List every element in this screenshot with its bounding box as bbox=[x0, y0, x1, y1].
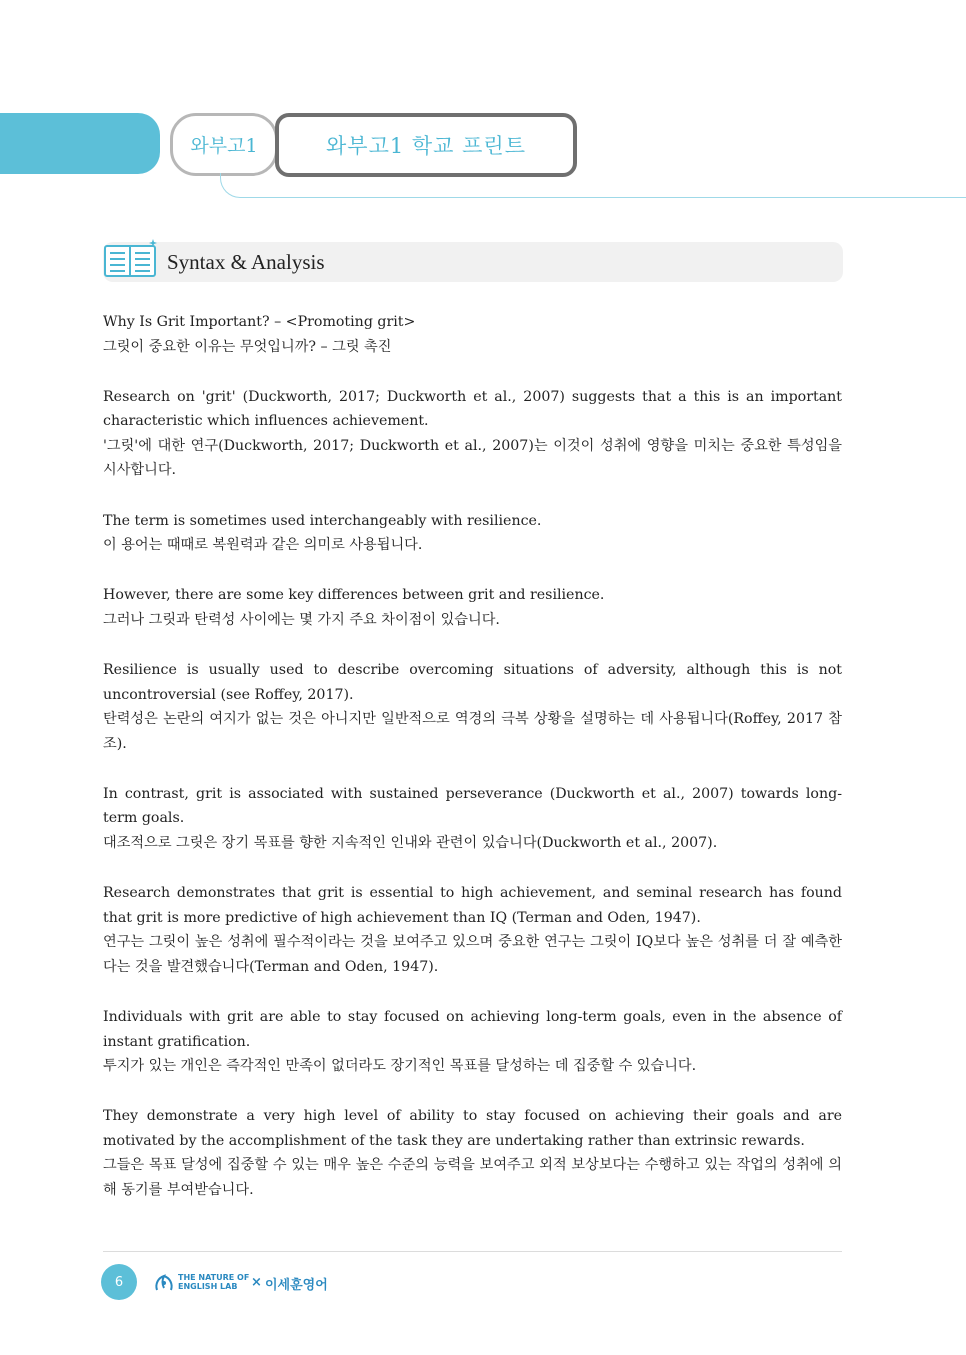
footer-divider bbox=[103, 1251, 842, 1252]
nature-lab-logo-icon bbox=[153, 1272, 175, 1294]
paragraph bbox=[103, 583, 842, 632]
english-sentence: Resilience is usually used to describe overcoming situations of adversity, although this is not uncontroversial (see Roffey, 2017). bbox=[103, 661, 842, 703]
header-accent-bar bbox=[0, 113, 160, 174]
logo-separator: × bbox=[251, 1275, 262, 1290]
paragraph bbox=[103, 310, 842, 359]
korean-translation: 투지가 있는 개인은 즉각적인 만족이 없더라도 장기적인 목표를 달성하는 데 집중할 수 있습니다. bbox=[103, 1058, 697, 1075]
english-sentence: The term is sometimes used interchangeably with resilience. bbox=[103, 512, 542, 529]
paragraph bbox=[103, 509, 842, 558]
logo-line-2: ENGLISH LAB bbox=[178, 1282, 238, 1291]
school-badge bbox=[170, 113, 278, 176]
paragraph bbox=[103, 782, 842, 856]
paragraph bbox=[103, 658, 842, 756]
paragraph bbox=[103, 881, 842, 979]
korean-translation: 그릿이 중요한 이유는 무엇입니까? – 그릿 촉진 bbox=[103, 338, 392, 355]
english-sentence: Research on 'grit' (Duckworth, 2017; Duckworth et al., 2007) suggests that a this is an important characteristic which influences achievement. bbox=[103, 388, 842, 430]
english-sentence: Why Is Grit Important? – <Promoting grit> bbox=[103, 314, 416, 330]
paragraph bbox=[103, 1104, 842, 1202]
page-number: 6 bbox=[114, 1274, 124, 1290]
page-number-badge bbox=[101, 1264, 137, 1300]
partner-logo-text: 이세훈영어 bbox=[265, 1278, 328, 1293]
english-sentence: In contrast, grit is associated with sustained perseverance (Duckworth et al., 2007) towards long-term goals. bbox=[103, 785, 842, 827]
open-book-icon bbox=[103, 238, 159, 278]
korean-translation: 이 용어는 때때로 복원력과 같은 의미로 사용됩니다. bbox=[103, 537, 423, 554]
korean-translation: 탄력성은 논란의 여지가 없는 것은 아니지만 일반적으로 역경의 극복 상황을 설명하는 데 사용됩니다(Roffey, 2017 참조). bbox=[103, 711, 842, 752]
header-divider-line bbox=[220, 173, 966, 198]
english-sentence: However, there are some key differences between grit and resilience. bbox=[103, 587, 605, 604]
korean-translation: 그들은 목표 달성에 집중할 수 있는 매우 높은 수준의 능력을 보여주고 외적 보상보다는 수행하고 있는 작업의 성취에 의해 동기를 부여받습니다. bbox=[103, 1157, 842, 1199]
korean-translation: 연구는 그릿이 높은 성취에 필수적이라는 것을 보여주고 있으며 중요한 연구는 그릿이 IQ보다 높은 성취를 더 잘 예측한다는 것을 발견했습니다(Terman and Oden, 1947). bbox=[103, 934, 842, 975]
nature-lab-logo-text bbox=[178, 1273, 249, 1291]
english-sentence: Research demonstrates that grit is essential to high achievement, and seminal research has found that grit is more predictive of high achievement than IQ (Terman and Oden, 1947). bbox=[103, 885, 842, 926]
section-title: Syntax & Analysis bbox=[167, 250, 325, 274]
logo-line-1: THE NATURE OF bbox=[178, 1273, 250, 1282]
english-sentence: They demonstrate a very high level of ability to stay focused on achieving their goals and are motivated by the accomplishment of the task they are undertaking rather than extrinsic rewards. bbox=[103, 1108, 842, 1149]
english-sentence: Individuals with grit are able to stay focused on achieving long-term goals, even in the absence of instant gratification. bbox=[103, 1008, 842, 1050]
paragraph bbox=[103, 385, 842, 483]
korean-translation: 대조적으로 그릿은 장기 목표를 향한 지속적인 인내와 관련이 있습니다(Duckworth et al., 2007). bbox=[103, 835, 718, 851]
paragraph bbox=[103, 1005, 842, 1079]
print-title: 와부고1 학교 프린트 bbox=[326, 134, 526, 158]
bilingual-content bbox=[103, 310, 842, 1228]
korean-translation: '그릿'에 대한 연구(Duckworth, 2017; Duckworth et al., 2007)는 이것이 성취에 영향을 미치는 중요한 특성임을 시사합니다. bbox=[103, 437, 842, 479]
school-badge-label: 와부고1 bbox=[190, 135, 258, 157]
korean-translation: 그러나 그릿과 탄력성 사이에는 몇 가지 주요 차이점이 있습니다. bbox=[103, 611, 500, 628]
print-title-badge bbox=[275, 113, 577, 177]
